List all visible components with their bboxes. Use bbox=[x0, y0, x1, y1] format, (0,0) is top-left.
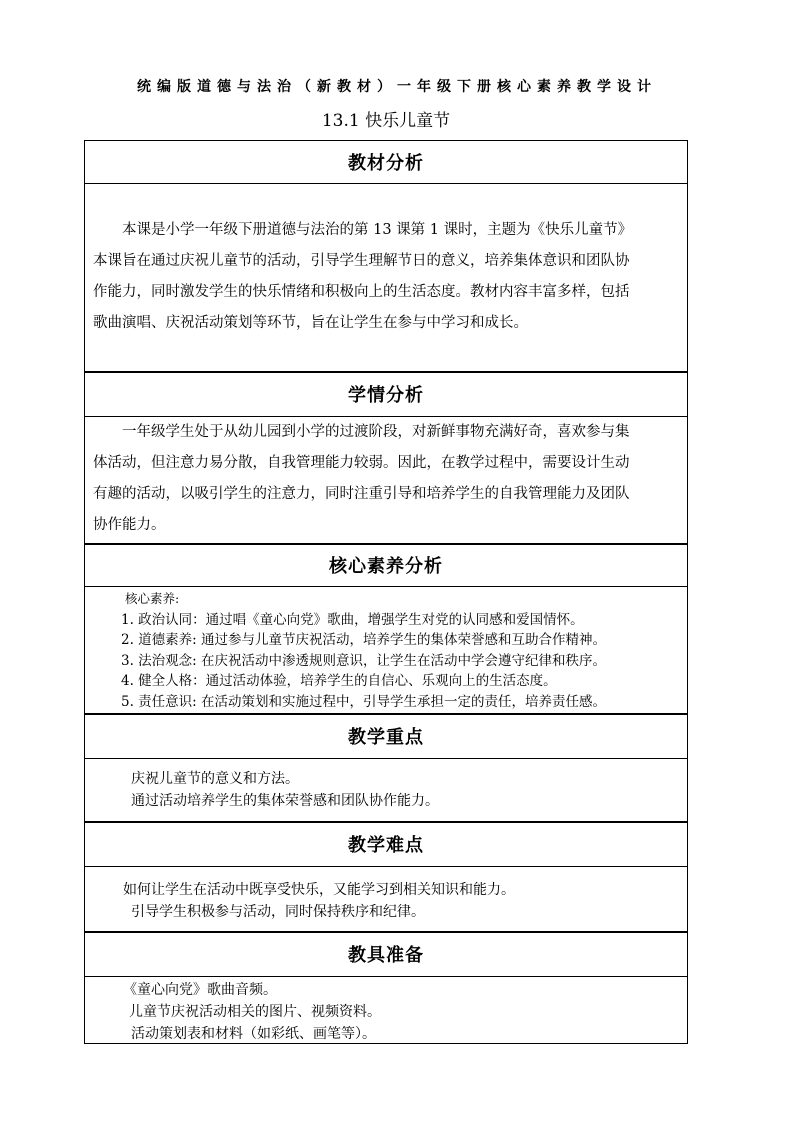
lesson-title: 13.1 快乐儿童节 bbox=[321, 111, 451, 131]
list-item: 引导学生积极参与活动，同时保持秩序和纪律。 bbox=[131, 904, 425, 920]
section-materials-analysis bbox=[84, 140, 688, 373]
paragraph-line: 有趣的活动，以吸引学生的注意力，同时注重引导和培养学生的自我管理能力及团队 bbox=[93, 486, 630, 502]
section-heading: 教学重点 bbox=[85, 714, 687, 759]
paragraph-line: 体活动，但注意力易分散，自我管理能力较弱。因此，在教学过程中，需要设计生动 bbox=[93, 455, 630, 471]
section-difficult-points bbox=[84, 821, 688, 933]
list-intro: 核心素养: bbox=[125, 591, 180, 606]
list-item: 通过活动培养学生的集体荣誉感和团队协作能力。 bbox=[131, 793, 439, 809]
list-item: 4. 健全人格：通过活动体验，培养学生的自信心、乐观向上的生活态度。 bbox=[121, 673, 557, 689]
section-heading: 教学难点 bbox=[85, 822, 687, 867]
paragraph-line: 歌曲演唱、庆祝活动策划等环节，旨在让学生在参与中学习和成长。 bbox=[93, 315, 528, 331]
section-key-points bbox=[84, 713, 688, 823]
list-item: 《童心向党》歌曲音频。 bbox=[123, 982, 277, 998]
list-item: 2. 道德素养: 通过参与儿童节庆祝活动，培养学生的集体荣誉感和互助合作精神。 bbox=[121, 632, 607, 648]
paragraph-line: 协作能力。 bbox=[93, 517, 166, 533]
section-heading: 学情分析 bbox=[85, 372, 687, 417]
section-teaching-aids bbox=[84, 931, 688, 1044]
paragraph-line: 本课是小学一年级下册道德与法治的第 13 课第 1 课时，主题为《快乐儿童节》 bbox=[122, 222, 633, 238]
list-item: 3. 法治观念: 在庆祝活动中渗透规则意识，让学生在活动中学会遵守纪律和秩序。 bbox=[121, 652, 607, 669]
section-student-analysis bbox=[84, 371, 688, 545]
paragraph-line: 一年级学生处于从幼儿园到小学的过渡阶段，对新鲜事物充满好奇，喜欢参与集 bbox=[122, 424, 630, 440]
document-title: 统编版道德与法治（新教材）一年级下册核心素养教学设计 bbox=[137, 79, 657, 95]
list-item: 庆祝儿童节的意义和方法。 bbox=[131, 771, 299, 787]
section-heading: 教具准备 bbox=[85, 932, 687, 977]
paragraph-line: 本课旨在通过庆祝儿童节的活动，引导学生理解节日的意义，培养集体意识和团队协 bbox=[93, 253, 630, 269]
section-heading: 教材分析 bbox=[85, 141, 687, 184]
list-item: 活动策划表和材料（如彩纸、画笔等）。 bbox=[131, 1026, 376, 1042]
list-item: 1. 政治认同：通过唱《童心向党》歌曲，增强学生对党的认同感和爱国情怀。 bbox=[121, 611, 584, 628]
paragraph-line: 作能力，同时激发学生的快乐情绪和积极向上的生活态度。教材内容丰富多样，包括 bbox=[93, 284, 630, 300]
list-item: 儿童节庆祝活动相关的图片、视频资料。 bbox=[129, 1004, 381, 1020]
list-item: 5. 责任意识: 在活动策划和实施过程中，引导学生承担一定的责任，培养责任感。 bbox=[121, 693, 607, 710]
section-core-literacy bbox=[84, 543, 688, 715]
section-heading: 核心素养分析 bbox=[85, 544, 687, 587]
list-item: 如何让学生在活动中既享受快乐，又能学习到相关知识和能力。 bbox=[123, 882, 515, 898]
